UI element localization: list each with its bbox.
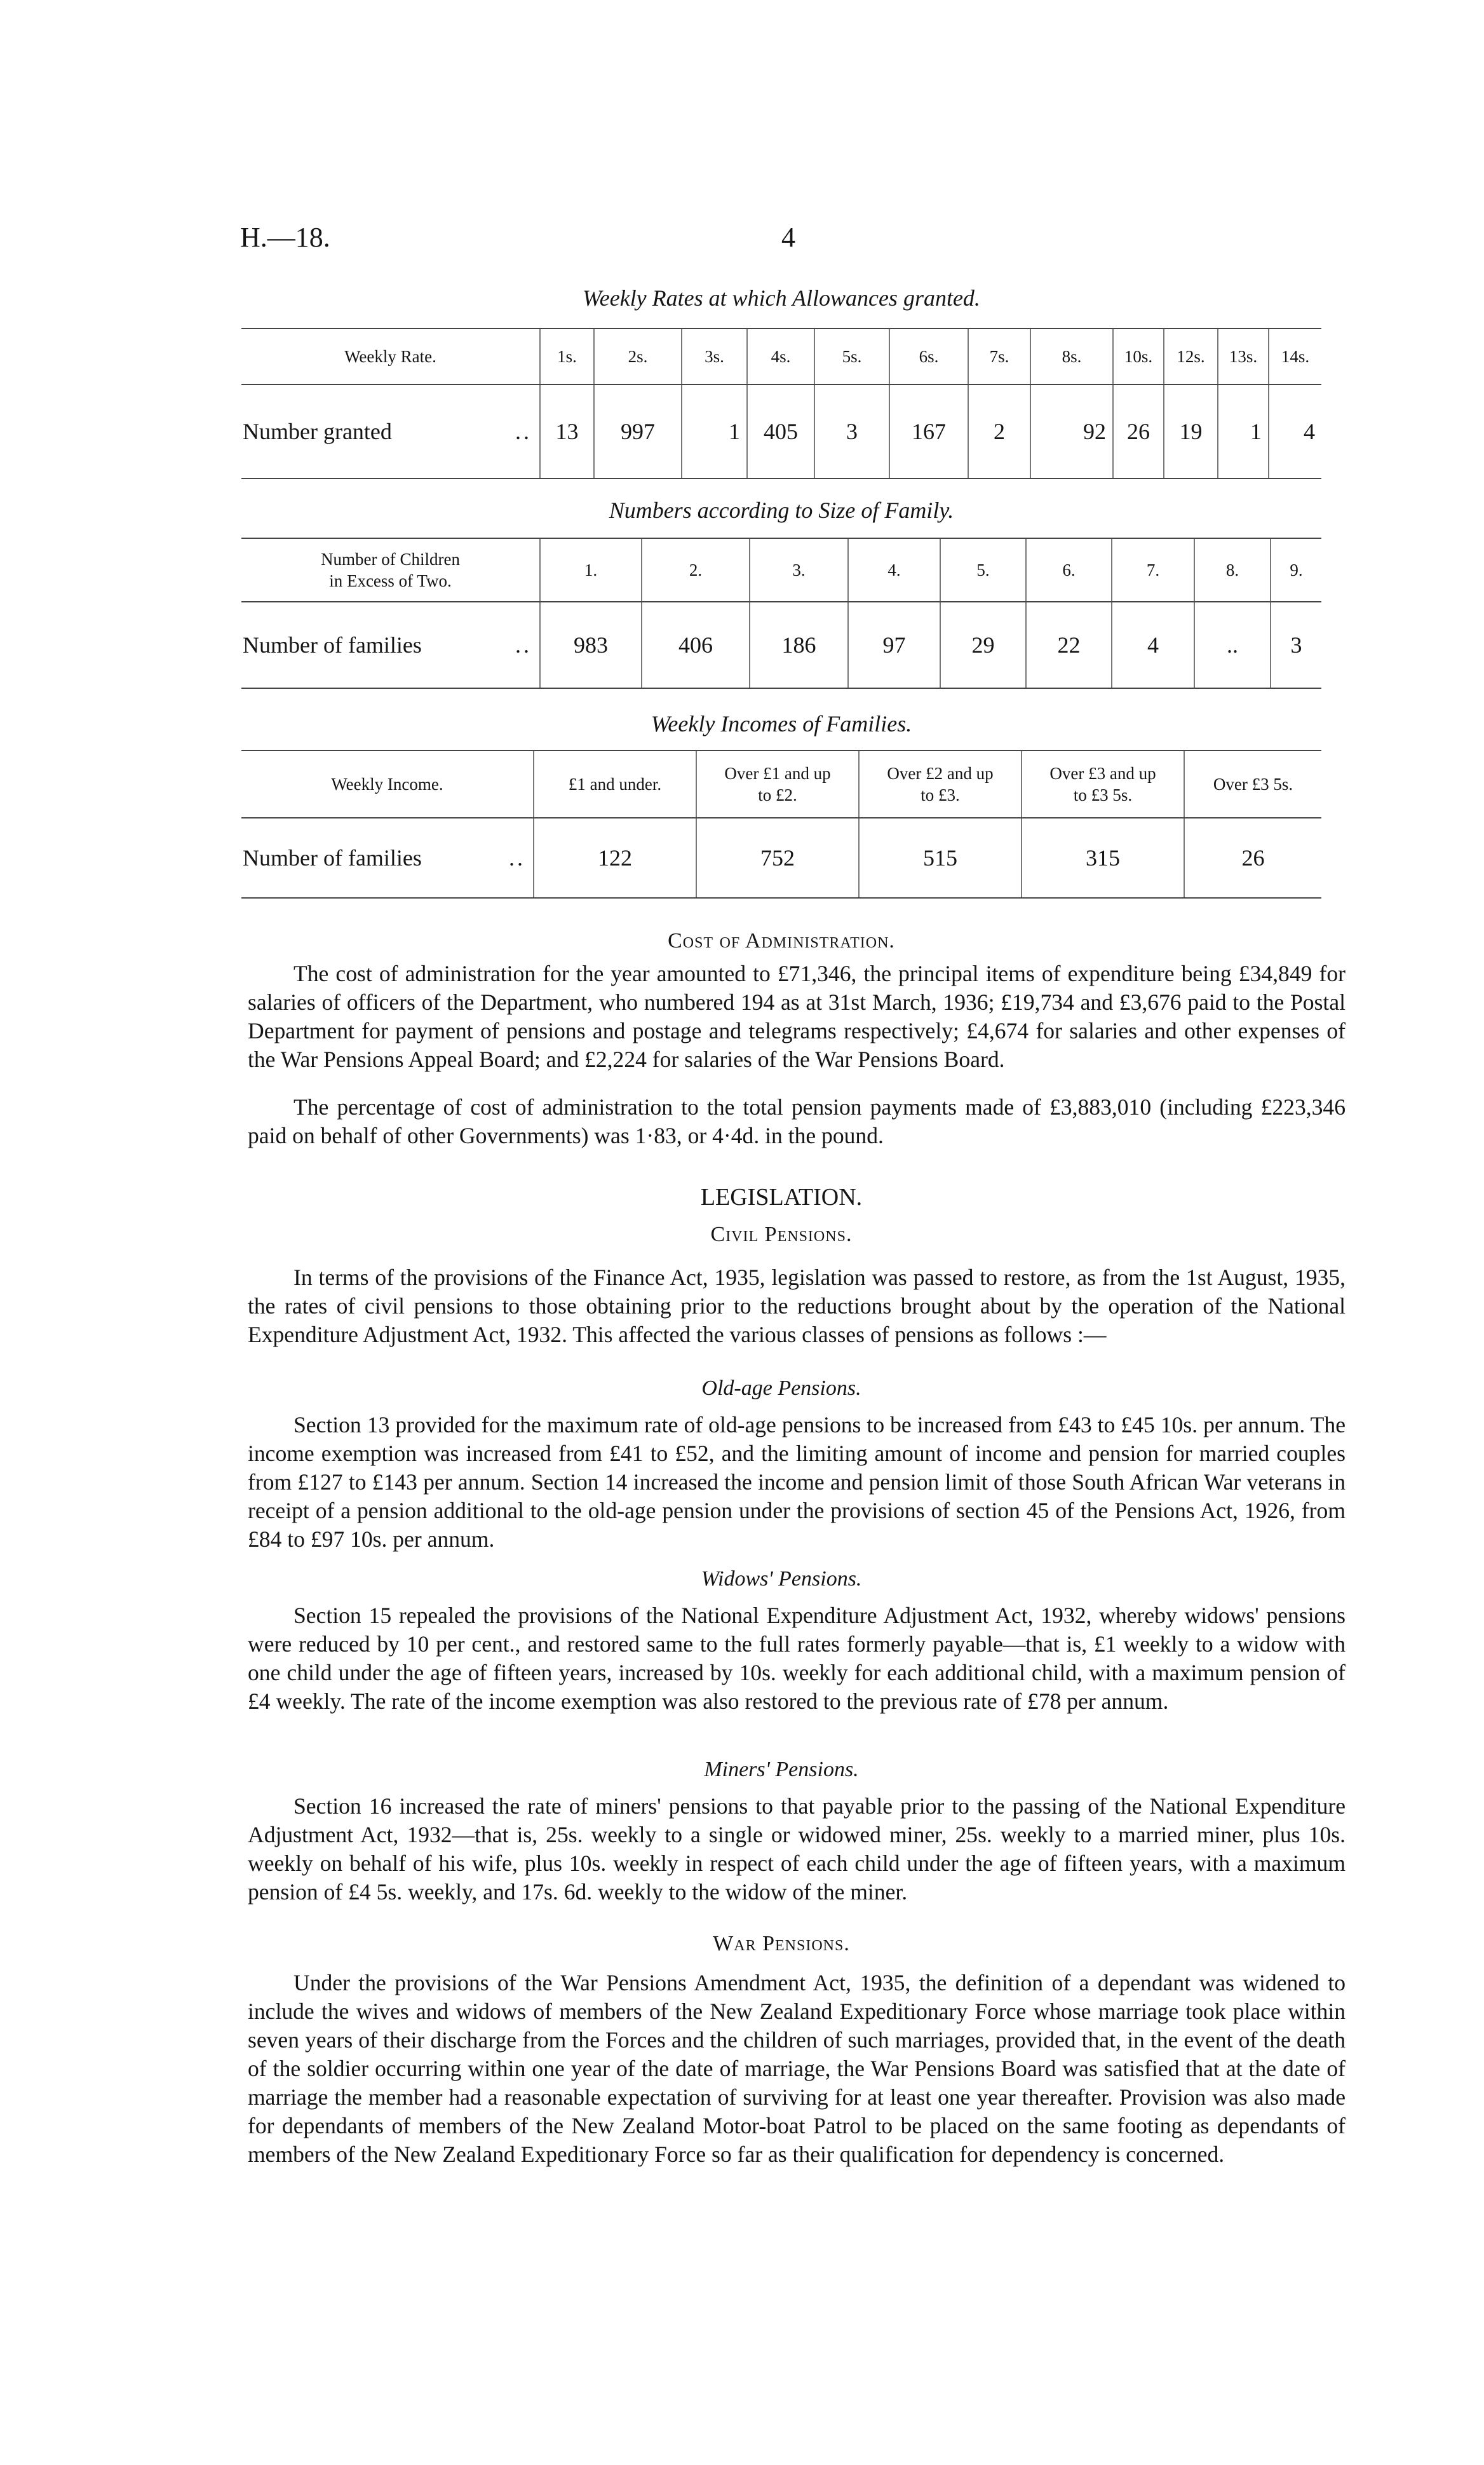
column-header [859, 750, 1022, 818]
header-line: Over £1 and up [724, 764, 831, 783]
miners-paragraph: Section 16 increased the rate of miners' pensions to that payable prior to the passing of the National Expenditure Adjustment Act, 1932—that is, 25s. weekly to a single or widowed miner, 25s. weekly to a married miner, plus 10s. weekly on behalf of his wife, plus 10s. weekly in respect of each child under the age of fifteen years, with a maximum pension of £4 5s. weekly, and 17s. 6d. weekly to the widow of the miner. [248, 1793, 1346, 1905]
weekly-income-header: Weekly Income. [241, 750, 534, 818]
table-cell: 405 [747, 384, 814, 479]
column-header [696, 750, 859, 818]
row-label-text: Number of families [243, 845, 422, 871]
legislation-heading: LEGISLATION. [700, 1184, 863, 1211]
old-age-heading: Old-age Pensions. [701, 1376, 861, 1400]
widows-heading: Widows' Pensions. [701, 1567, 862, 1591]
table-cell: 752 [696, 818, 859, 898]
page-number: 4 [781, 222, 795, 253]
column-header: 13s. [1218, 329, 1269, 384]
table-cell: 2 [968, 384, 1030, 479]
leader-dots: .. [515, 419, 532, 444]
table-cell: 122 [534, 818, 696, 898]
civil-pensions-paragraph: In terms of the provisions of the Finance Act, 1935, legislation was passed to restore, as from the 1st August, 1935, the rates of civil pensions to those obtaining prior to the reductions brought about by the operation of the National Expenditure Adjustment Act, 1932. This affected the various classes of pensions as follows :— [248, 1265, 1346, 1347]
table-cell: 167 [889, 384, 968, 479]
widows-paragraph: Section 15 repealed the provisions of the National Expenditure Adjustment Act, 1932, whereby widows' pensions were reduced by 10 per cent., and restored same to the full rates formerly payable—that is, £1 weekly to a widow with one child under the age of fifteen years, increased by 10s. weekly for each additional child, with a maximum pension of £4 weekly. The rate of the income exemption was also restored to the previous rate of £78 per annum. [248, 1603, 1346, 1714]
header-line: Over £2 and up [887, 764, 994, 783]
table-cell: 186 [750, 602, 848, 688]
table-cell: 315 [1022, 818, 1184, 898]
row-label [241, 384, 540, 479]
column-header: 8. [1194, 538, 1271, 602]
family-size-table [241, 538, 1321, 689]
table1-caption: Weekly Rates at which Allowances granted. [583, 285, 980, 311]
column-header: 9. [1271, 538, 1321, 602]
header-line: to £2. [758, 785, 797, 805]
column-header: 2. [642, 538, 750, 602]
table-cell: 515 [859, 818, 1022, 898]
weekly-incomes-table [241, 750, 1321, 899]
weekly-rates-table [241, 328, 1321, 479]
leader-dots: .. [509, 845, 525, 871]
column-header: 7. [1112, 538, 1194, 602]
header-line: to £3 5s. [1073, 785, 1133, 805]
old-age-paragraph: Section 13 provided for the maximum rate of old-age pensions to be increased from £43 to £45 10s. per annum. The income exemption was increased from £41 to £52, and the limiting amount of income and pension for married couples from £127 to £143 per annum. Section 14 increased the income and pension limit of those South African War veterans in receipt of a pension additional to the old-age pension under the provisions of section 45 of the Pensions Act, 1926, from £84 to £97 10s. per annum. [248, 1412, 1346, 1552]
table-cell: 997 [594, 384, 682, 479]
table-cell: 1 [1218, 384, 1269, 479]
weekly-rate-header: Weekly Rate. [241, 329, 540, 384]
table-cell: 4 [1269, 384, 1321, 479]
table-cell: 92 [1030, 384, 1113, 479]
column-header: 5s. [814, 329, 889, 384]
cost-heading: Cost of Administration. [668, 929, 895, 953]
column-header: 1. [540, 538, 642, 602]
table-cell: 983 [540, 602, 642, 688]
war-pensions-heading: War Pensions. [713, 1932, 850, 1955]
row-label-text: Number of families [243, 632, 422, 658]
column-header: 4s. [747, 329, 814, 384]
table3-caption: Weekly Incomes of Families. [651, 711, 912, 737]
table-cell: 406 [642, 602, 750, 688]
table-cell: 29 [940, 602, 1026, 688]
column-header: 2s. [594, 329, 682, 384]
column-header: 4. [848, 538, 940, 602]
table-cell: .. [1194, 602, 1271, 688]
document-id: H.—18. [240, 222, 330, 253]
children-excess-header [241, 538, 540, 602]
column-header: 1s. [540, 329, 594, 384]
miners-heading: Miners' Pensions. [704, 1758, 859, 1781]
civil-pensions-heading: Civil Pensions. [710, 1223, 853, 1246]
table-cell: 1 [682, 384, 747, 479]
row-label [241, 818, 534, 898]
header-line: £1 and under. [568, 775, 662, 794]
row-label [241, 602, 540, 688]
column-header: 7s. [968, 329, 1030, 384]
header-line: Over £3 5s. [1213, 775, 1293, 794]
table-cell: 26 [1184, 818, 1321, 898]
table2-caption: Numbers according to Size of Family. [609, 498, 954, 523]
war-pensions-paragraph: Under the provisions of the War Pensions Amendment Act, 1935, the definition of a dependant was widened to include the wives and widows of members of the New Zealand Expeditionary Force whose marriage took place within seven years of their discharge from the Forces and the children of such marriages, provided that, in the event of the death of the soldier occurring within one year of the date of marriage, the War Pensions Board was satisfied that at the date of marriage the member had a reasonable expectation of surviving for at least one year thereafter. Provision was also made for dependants of members of the New Zealand Motor-boat Patrol to be placed on the same footing as dependants of members of the New Zealand Expeditionary Force so far as their qualification for dependency is concerned. [248, 1970, 1346, 2167]
column-header: 12s. [1164, 329, 1218, 384]
header-line: to £3. [921, 785, 960, 805]
row-label-text: Number granted [243, 419, 392, 444]
leader-dots: .. [515, 632, 532, 658]
table-cell: 22 [1026, 602, 1112, 688]
column-header: 10s. [1113, 329, 1164, 384]
table-cell: 3 [814, 384, 889, 479]
table-cell: 26 [1113, 384, 1164, 479]
table-cell: 4 [1112, 602, 1194, 688]
cost-paragraph-1: The cost of administration for the year amounted to £71,346, the principal items of expenditure being £34,849 for salaries of officers of the Department, who numbered 194 as at 31st March, 1936; £19,734 and £3,676 paid to the Postal Department for payment of pensions and postage and telegrams respectively; £4,674 for salaries and other expenses of the War Pensions Appeal Board; and £2,224 for salaries of the War Pensions Board. [248, 961, 1346, 1072]
column-header: 3. [750, 538, 848, 602]
table-cell: 13 [540, 384, 594, 479]
column-header [1184, 750, 1321, 818]
column-header [534, 750, 696, 818]
column-header: 5. [940, 538, 1026, 602]
table-cell: 97 [848, 602, 940, 688]
cost-paragraph-2: The percentage of cost of administration to the total pension payments made of £3,883,010 (including £223,346 paid on behalf of other Governments) was 1·83, or 4·4d. in the pound. [248, 1094, 1346, 1148]
column-header: 14s. [1269, 329, 1321, 384]
column-header: 6s. [889, 329, 968, 384]
column-header: 3s. [682, 329, 747, 384]
header-line: Over £3 and up [1049, 764, 1156, 783]
header-line: in Excess of Two. [329, 571, 452, 590]
column-header [1022, 750, 1184, 818]
column-header: 6. [1026, 538, 1112, 602]
table-cell: 19 [1164, 384, 1218, 479]
column-header: 8s. [1030, 329, 1113, 384]
header-line: Number of Children [321, 550, 460, 569]
table-cell: 3 [1271, 602, 1321, 688]
